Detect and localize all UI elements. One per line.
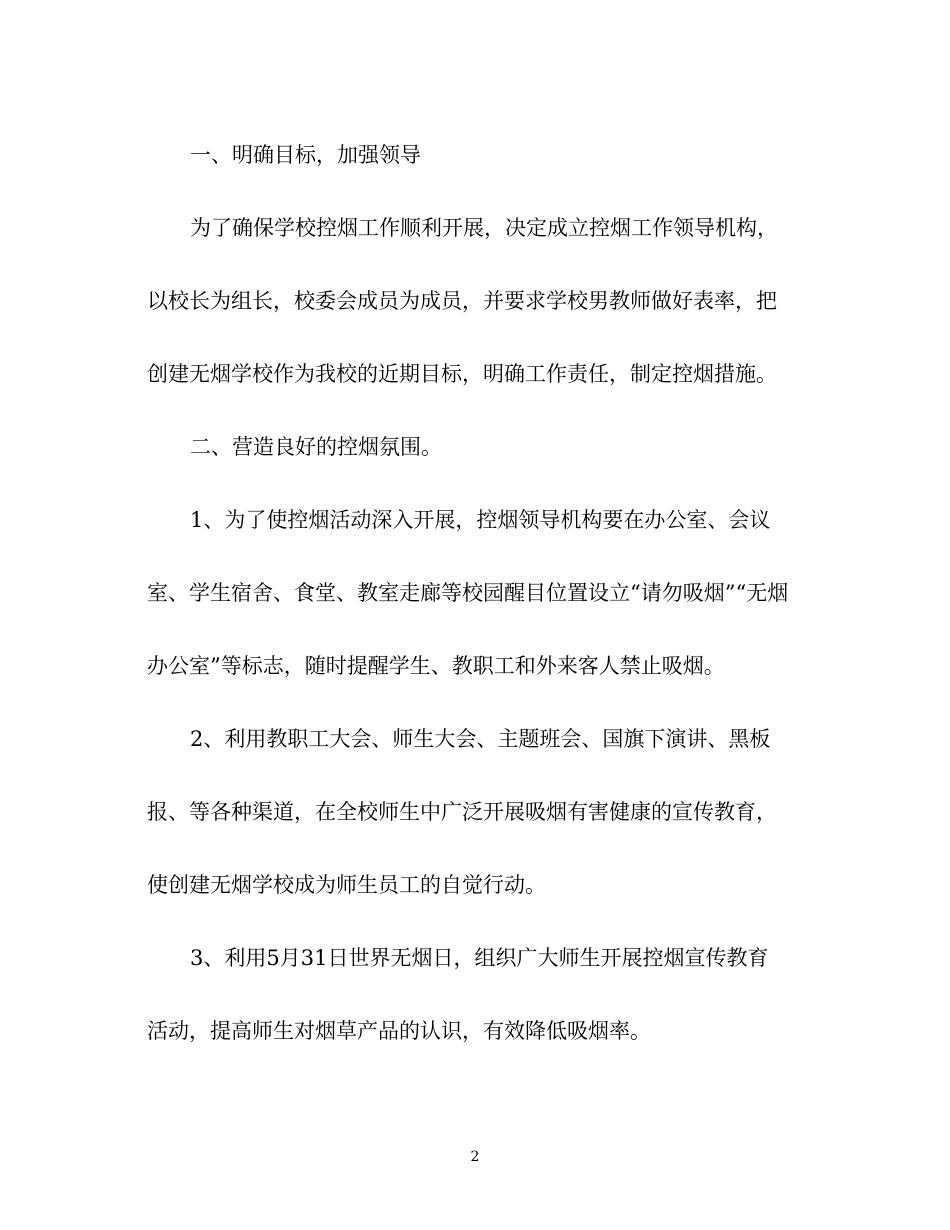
paragraph-line: 为了确保学校控烟工作顺利开展，决定成立控烟工作领导机构，	[190, 216, 778, 240]
section-heading-2: 二、营造良好的控烟氛围。	[190, 435, 442, 459]
paragraph-line: 创建无烟学校作为我校的近期目标，明确工作责任，制定控烟措施。	[147, 362, 777, 386]
paragraph-line: 报、等各种渠道，在全校师生中广泛开展吸烟有害健康的宣传教育，	[147, 800, 777, 824]
paragraph-line: 活动，提高师生对烟草产品的认识，有效降低吸烟率。	[147, 1019, 651, 1043]
page-number: 2	[470, 1149, 480, 1165]
paragraph-line: 以校长为组长，校委会成员为成员，并要求学校男教师做好表率，把	[147, 289, 777, 313]
paragraph-line: 2、利用教职工大会、师生大会、主题班会、国旗下演讲、黑板	[190, 727, 771, 751]
section-heading-1: 一、明确目标，加强领导	[190, 143, 421, 167]
paragraph-line: 使创建无烟学校成为师生员工的自觉行动。	[147, 873, 546, 897]
paragraph-line: 3、利用5月31日世界无烟日，组织广大师生开展控烟宣传教育	[190, 946, 769, 970]
paragraph-line: 室、学生宿舍、食堂、教室走廊等校园醒目位置设立“请勿吸烟”“无烟	[147, 581, 789, 605]
paragraph-line: 办公室”等标志，随时提醒学生、教职工和外来客人禁止吸烟。	[147, 654, 725, 678]
paragraph-line: 1、为了使控烟活动深入开展，控烟领导机构要在办公室、会议	[190, 508, 771, 532]
